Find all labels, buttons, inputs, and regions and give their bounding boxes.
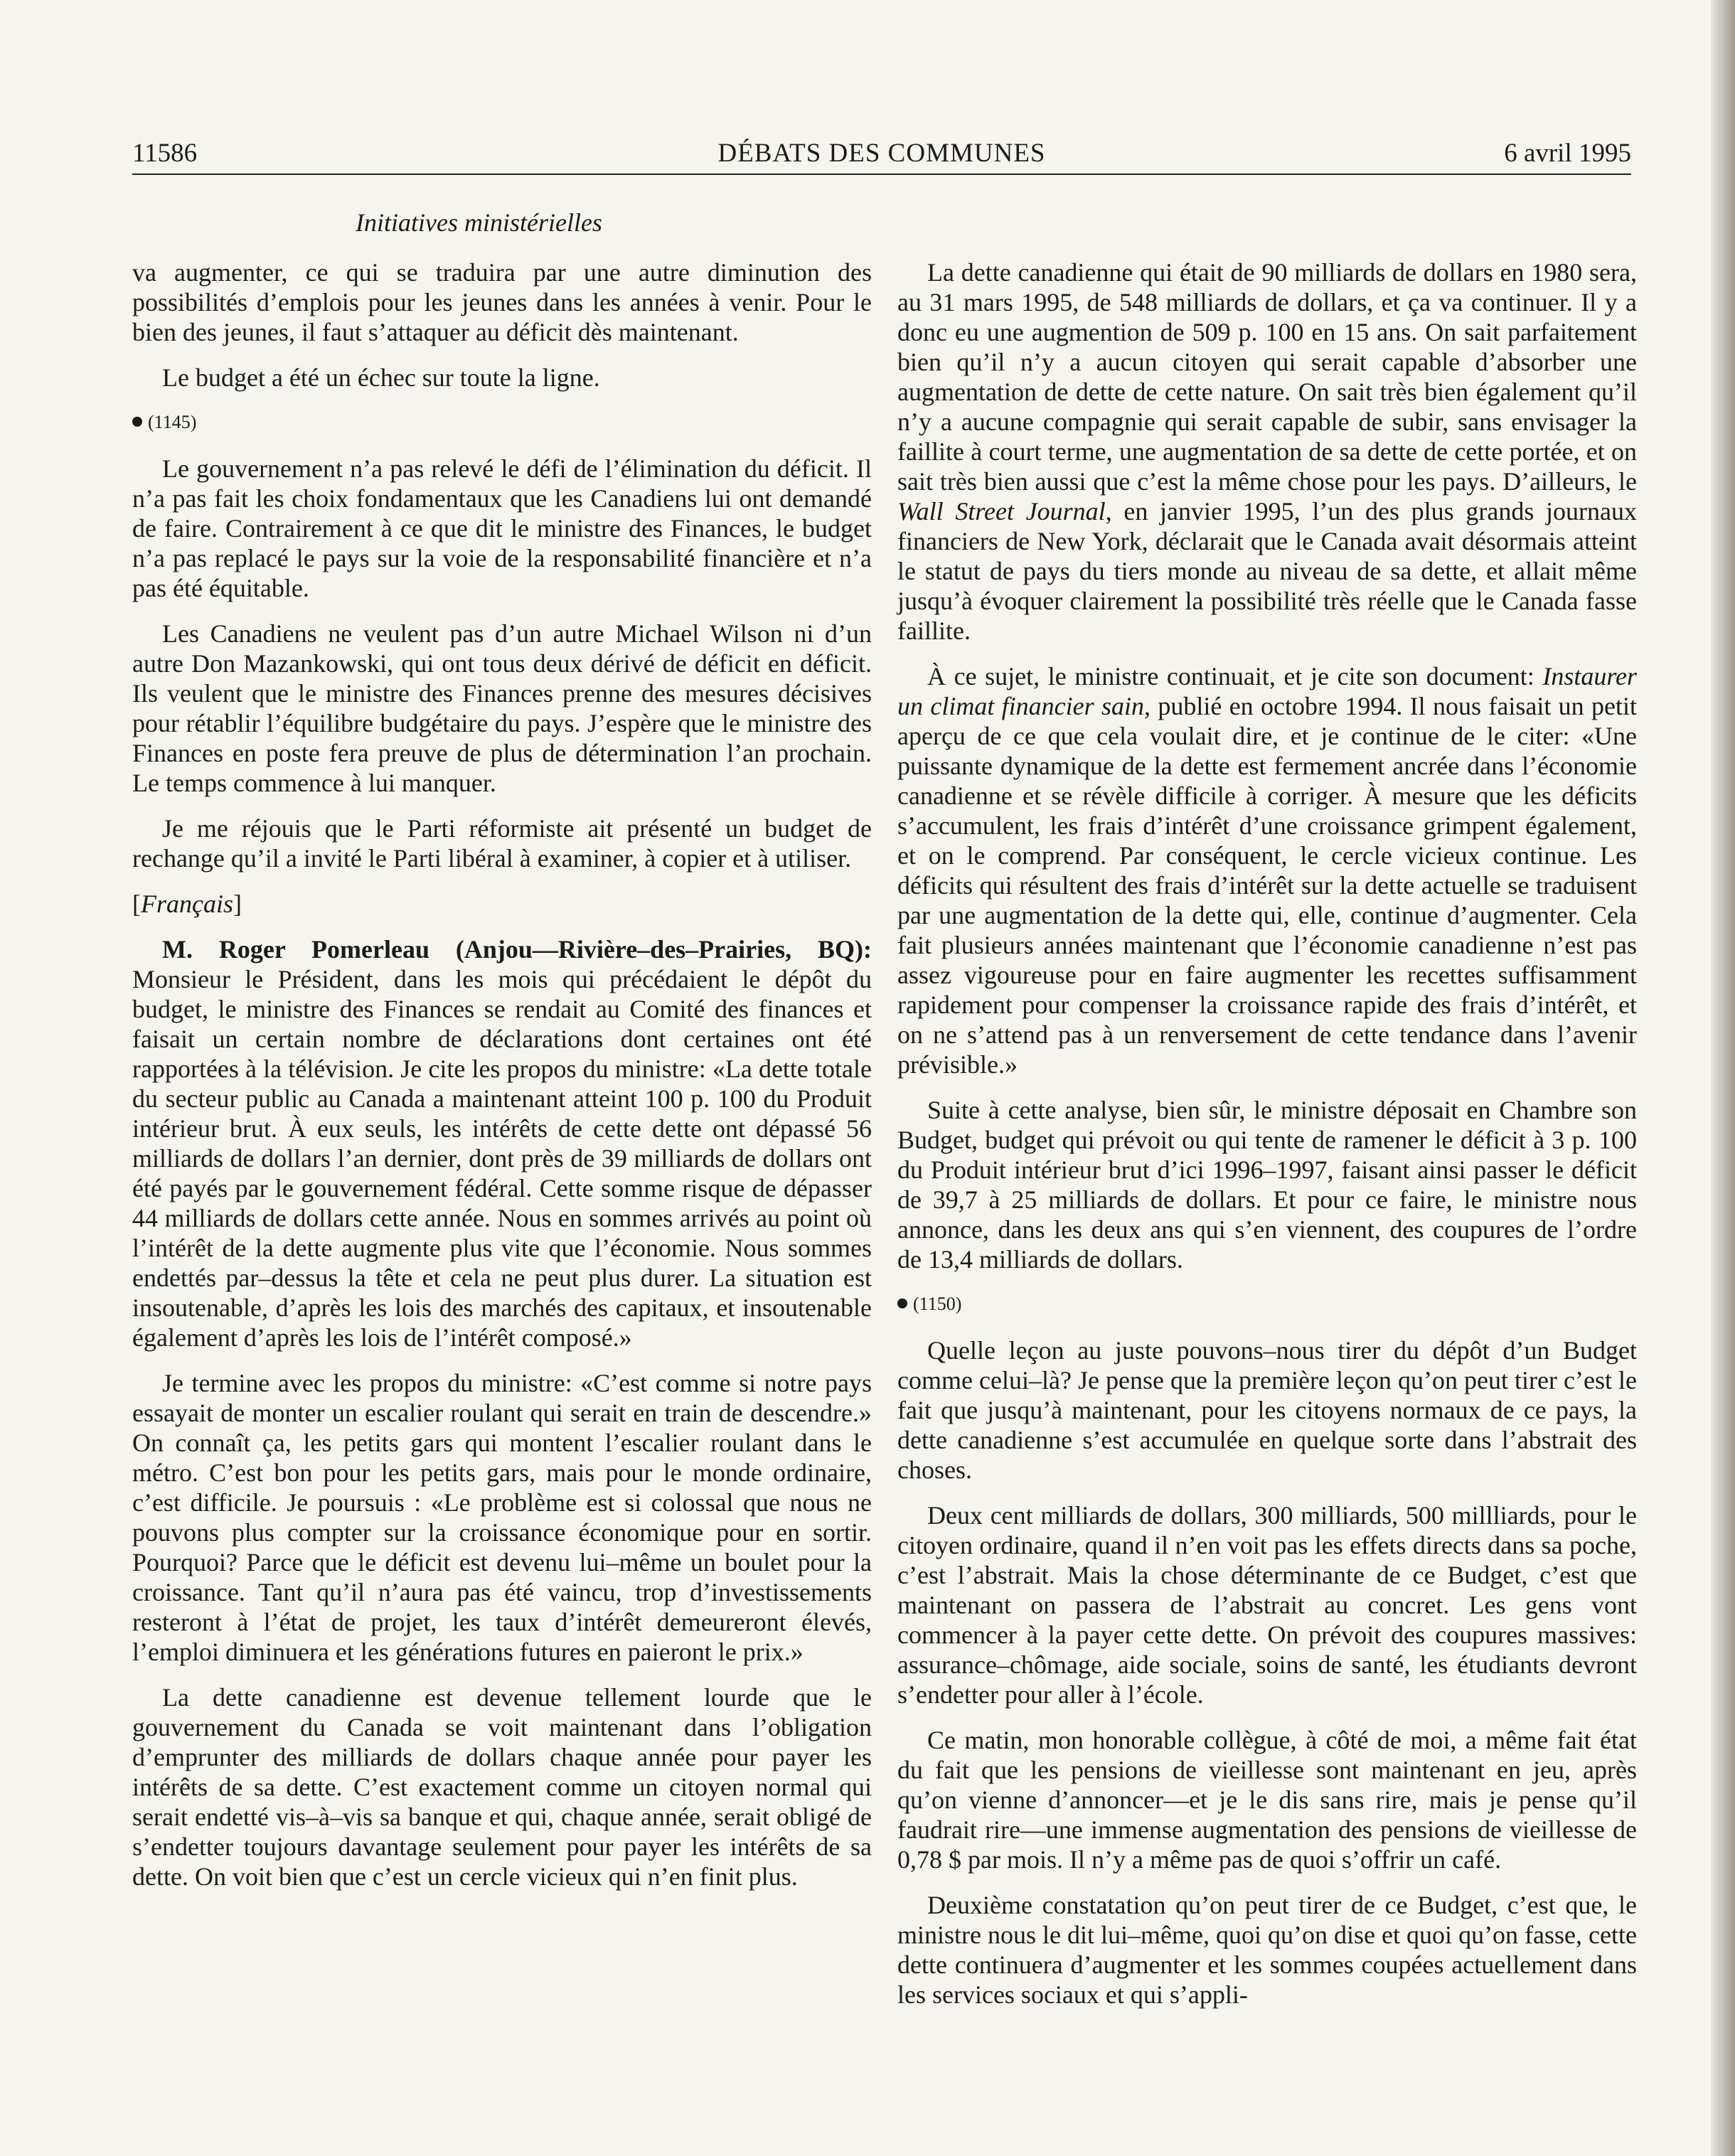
bullet-icon <box>897 1298 907 1308</box>
publication-title: DÉBATS DES COMMUNES <box>717 139 1046 168</box>
time-marker <box>897 1290 1637 1318</box>
bullet-icon <box>132 417 142 427</box>
speaker-name: M. Roger Pomerleau (Anjou—Rivière–des–Prairies, BQ): <box>162 935 872 964</box>
language-marker: [Français] <box>132 890 242 918</box>
time-marker <box>132 408 872 437</box>
speech-paragraph <box>132 934 872 1352</box>
page-edge-shadow <box>1711 0 1735 2156</box>
paragraph: Je termine avec les propos du ministre: «C’est comme si notre pays essayait de monter un escalier roulant qui serait en train de descendre.» On connaît ça, les petits gars qui montent l’escalier roulant dans le métro. C’est bon pour les petits gars, mais pour le monde ordinaire, c’est difficile. Je poursuis : «Le problème est si colossal que nous ne pouvons plus compter sur la croissance économique pour en sortir. Pourquoi? Parce que le déficit est devenu lui–même un boulet pour la croissance. Tant qu’il n’aura pas été vaincu, trop d’investissements resteront à l’état de projet, les taux d’intérêt demeureront élevés, l’emploi diminuera et les générations futures en paieront le prix.» <box>132 1369 872 1666</box>
time-stamp: (1145) <box>148 412 197 432</box>
paragraph: va augmenter, ce qui se traduira par une autre diminution des possibilités d’emplois pour les jeunes dans les années à venir. Pour le bien des jeunes, il faut s’attaquer au déficit dès maintenant. <box>132 258 872 346</box>
journal-title: Wall Street Journal <box>897 497 1106 525</box>
right-column <box>897 257 1637 2025</box>
paragraph: Quelle leçon au juste pouvons–nous tirer du dépôt d’un Budget comme celui–là? Je pense que la première leçon qu’on peut tirer c’est le fait que jusqu’à maintenant, pour les citoyens normaux de ce pays, la dette canadienne s’est accumulée en quelque sorte dans l’abstrait des choses. <box>897 1336 1637 1484</box>
paragraph: Deux cent milliards de dollars, 300 milliards, 500 millliards, pour le citoyen ordinaire, quand il n’en voit pas les effets directs dans sa poche, c’est l’abstrait. Mais la chose déterminante de ce Budget, c’est que maintenant on passera de l’abstrait au concret. Les gens vont commencer à la payer cette dette. On prévoit des coupures massives: assurance–chômage, aide sociale, soins de santé, les étudiants devront s’endetter pour aller à l’école. <box>897 1501 1637 1709</box>
paragraph: Le gouvernement n’a pas relevé le défi de l’élimination du déficit. Il n’a pas fait les choix fondamentaux que les Canadiens lui ont demandé de faire. Contrairement à ce que dit le ministre des Finances, le budget n’a pas replacé le pays sur la voie de la responsabilité financière et n’a pas été équitable. <box>132 454 872 602</box>
running-header <box>132 134 1631 174</box>
language-label: Français <box>141 890 233 918</box>
paragraph: Je me réjouis que le Parti réformiste ait présenté un budget de rechange qu’il a invité le Parti libéral à examiner, à copier et à utiliser. <box>132 814 872 872</box>
page-number: 11586 <box>132 139 198 168</box>
paragraph: Les Canadiens ne veulent pas d’un autre Michael Wilson ni d’un autre Don Mazankowski, qui ont tous deux dérivé de déficit en déficit. Ils veulent que le ministre des Finances prenne des mesures décisives pour rétablir l’équilibre budgétaire du pays. J’espère que le ministre des Finances en poste fera preuve de plus de détermination l’an prochain. Le temps commence à lui manquer. <box>132 619 872 797</box>
document-title: Instaurer un climat financier sain <box>897 662 1638 720</box>
paragraph-text: , publié en octobre 1994. Il nous faisait un petit aperçu de ce que cela voulait dire, et je continue de le citer: «Une puissante dynamique de la dette est fermement ancrée dans l’économie canadienne et se révèle difficile à corriger. À mesure que les déficits s’accumulent, les frais d’intérêt d’une croissance grimpent également, et on le comprend. Par conséquent, le cercle vicieux continue. Les déficits qui résultent des frais d’intérêt sur la dette actuelle se traduisent par une augmentation de la dette qui, elle, continue d’augmenter. Cela fait plusieurs années maintenant que l’économie canadienne n’est pas assez vigoureuse pour en faire augmenter les recettes suffisamment rapidement pour compenser la croissance rapide des frais d’intérêt, et on ne s’attend pas à un renversement de cette tendance dans l’avenir prévisible.» <box>897 692 1637 1079</box>
paragraph <box>897 257 1637 646</box>
issue-date: 6 avril 1995 <box>1504 139 1631 168</box>
time-stamp: (1150) <box>913 1293 962 1314</box>
paragraph-text: La dette canadienne qui était de 90 milliards de dollars en 1980 sera, au 31 mars 1995, de 548 milliards de dollars, et ça va continuer. Il y a donc eu une augmention de 509 p. 100 en 15 ans. On sait parfaitement bien qu’il n’y a aucun citoyen qui serait capable d’absorber une augmentation de dette de cette nature. On sait très bien également qu’il n’y a aucune compagnie qui serait capable de subir, sans envisager la faillite à court terme, une augmentation de sa dette de cette portée, et on sait très bien aussi que c’est la même chose pour les pays. D’ailleurs, le <box>897 258 1637 496</box>
paragraph-text: À ce sujet, le ministre continuait, et je cite son document: <box>927 662 1534 690</box>
section-title: Initiatives ministérielles <box>356 208 602 237</box>
header-rule <box>132 174 1631 175</box>
speech-text: Monsieur le Président, dans les mois qui précédaient le dépôt du budget, le ministre des Finances se rendait au Comité des finances et faisait un certain nombre de déclarations dont certaines ont été rapportées à la télévision. Je cite les propos du ministre: «La dette totale du secteur public au Canada a maintenant atteint 100 p. 100 du Produit intérieur brut. À eux seuls, les intérêts de cette dette ont dépassé 56 milliards de dollars l’an dernier, dont près de 39 milliards de dollars ont été payés par le gouvernement fédéral. Cette somme risque de dépasser 44 milliards de dollars cette année. Nous en sommes arrivés au point où l’intérêt de la dette augmente plus vite que l’économie. Nous sommes endettés par–dessus la tête et cela ne peut plus durer. La situation est insoutenable, d’après les lois des marchés des capitaux, et insoutenable également d’après les lois de l’intérêt composé.» <box>132 965 872 1352</box>
paragraph-text: , en janvier 1995, l’un des plus grands journaux financiers de New York, déclarait que le Canada avait désormais atteint le statut de pays du tiers monde au niveau de sa dette, et allait même jusqu’à évoquer clairement la possibilité très réelle que le Canada fasse faillite. <box>897 497 1638 645</box>
paragraph: Ce matin, mon honorable collègue, à côté de moi, a même fait état du fait que les pensions de vieillesse sont maintenant en jeu, après qu’on vienne d’annoncer—et je le dis sans rire, mais je pense qu’il faudrait rire—une immense augmentation des pensions de vieillesse de 0,78 $ par mois. Il n’y a même pas de quoi s’offrir un café. <box>897 1726 1637 1874</box>
left-column <box>132 257 872 1907</box>
paragraph: La dette canadienne est devenue tellement lourde que le gouvernement du Canada se voit maintenant dans l’obligation d’emprunter des milliards de dollars chaque année pour payer les intérêts de sa dette. C’est exactement comme un citoyen normal qui serait endetté vis–à–vis sa banque et qui, chaque année, serait obligé de s’endetter toujours davantage seulement pour payer les intérêts de sa dette. On voit bien que c’est un cercle vicieux qui n’en finit plus. <box>132 1683 872 1891</box>
paragraph <box>897 661 1637 1079</box>
paragraph: Suite à cette analyse, bien sûr, le ministre déposait en Chambre son Budget, budget qui prévoit ou qui tente de ramener le déficit à 3 p. 100 du Produit intérieur brut d’ici 1996–1997, faisant ainsi passer le déficit de 39,7 à 25 milliards de dollars. Et pour ce faire, le ministre nous annonce, dans les deux ans qui s’en viennent, des coupures de l’ordre de 13,4 milliards de dollars. <box>897 1096 1637 1274</box>
paragraph: Deuxième constatation qu’on peut tirer de ce Budget, c’est que, le ministre nous le dit lui–même, quoi qu’on dise et quoi qu’on fasse, cette dette continuera d’augmenter et les sommes coupées actuellement dans les services sociaux et qui s’appli- <box>897 1891 1637 2009</box>
paragraph: Le budget a été un échec sur toute la ligne. <box>162 363 600 392</box>
